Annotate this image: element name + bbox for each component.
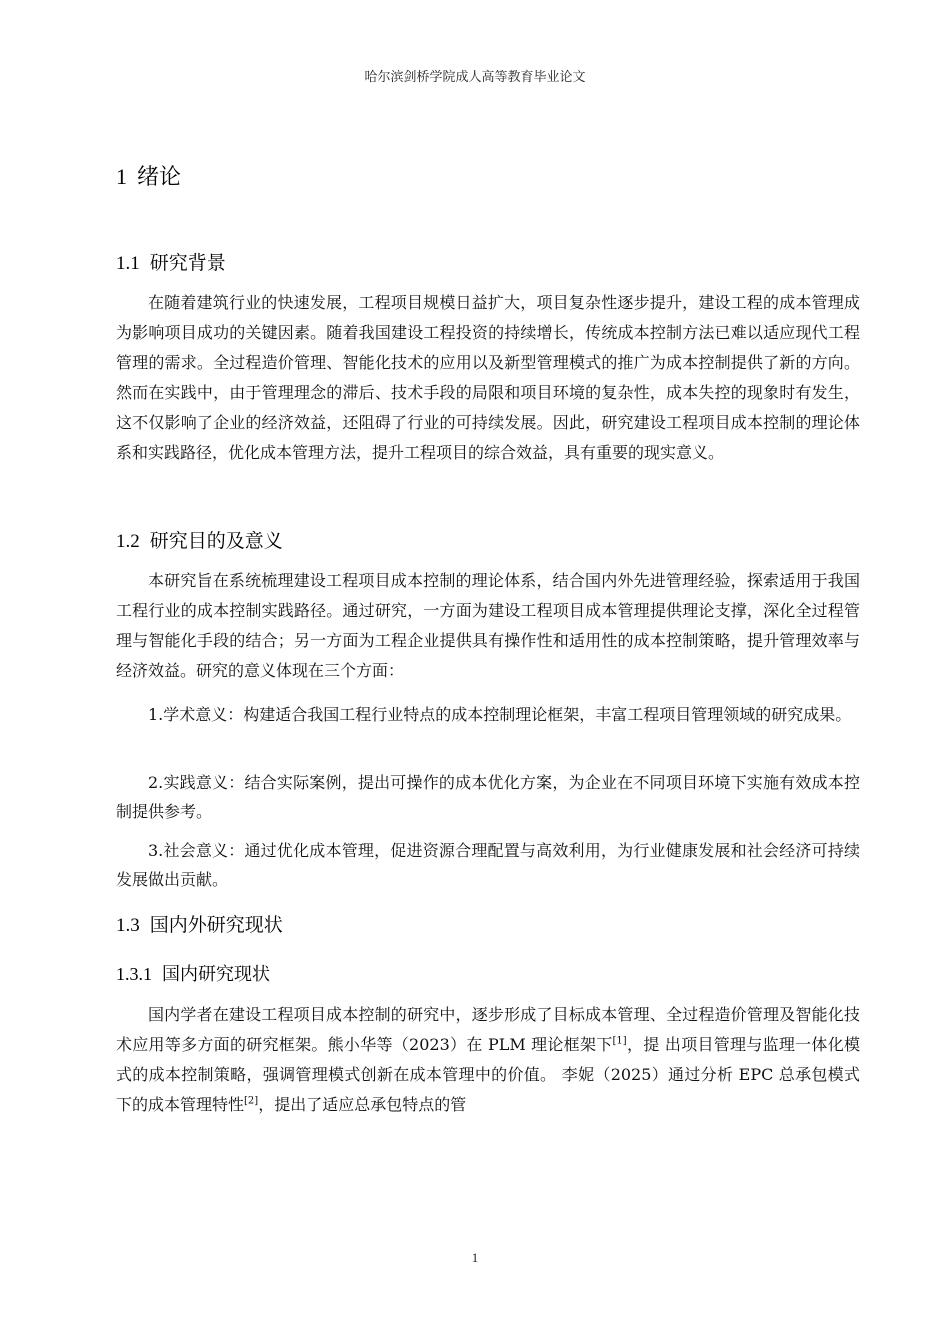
section-heading-1-3	[116, 910, 283, 937]
paragraph-text: ，提 出项目管理与监理一体化模式的成本控制策略，强调管理模式创新在成本管理中的价值。 李妮（2025）通过分析 EPC 总承包模式下的成本管理特性	[116, 1035, 860, 1114]
purpose-paragraph: 本研究旨在系统梳理建设工程项目成本控制的理论体系，结合国内外先进管理经验，探索适用于我国工程行业的成本控制实践路径。通过研究，一方面为建设工程项目成本管理提供理论支撑，深化全过程管理与智能化手段的结合；另一方面为工程企业提供具有操作性和适用性的成本控制策略，提升管理效率与经济效益。研究的意义体现在三个方面：	[116, 571, 860, 680]
chapter-number: 1	[116, 164, 127, 189]
citation-ref: [2]	[244, 1095, 259, 1107]
subsection-heading-1-3-1	[116, 960, 270, 986]
paragraph-text: ，提出了适应总承包特点的管	[258, 1095, 467, 1114]
subsection-number: 1.3.1	[116, 964, 152, 984]
significance-item-academic: 1.学术意义：构建适合我国工程行业特点的成本控制理论框架，丰富工程项目管理领域的研究成果。	[148, 705, 852, 724]
section-heading-1-2	[116, 526, 283, 553]
running-header: 哈尔滨剑桥学院成人高等教育毕业论文	[364, 70, 586, 85]
significance-item-social: 3.社会意义：通过优化成本管理，促进资源合理配置与高效利用，为行业健康发展和社会经济可持续发展做出贡献。	[116, 841, 860, 889]
section-heading-1-1	[116, 248, 226, 275]
section-title: 国内外研究现状	[149, 914, 283, 936]
section-title: 研究背景	[149, 252, 226, 274]
subsection-title: 国内研究现状	[162, 964, 270, 985]
domestic-research-paragraph	[116, 1000, 860, 1120]
chapter-title: 绪论	[137, 165, 182, 190]
paragraph-text: 国内学者在建设工程项目成本控制的研究中，逐步形成了目标成本管理、全过程造价管理及智能化技术应用等多方面的研究框架。熊小华等（2023）在 PLM 理论框架下	[116, 1005, 860, 1054]
background-paragraph: 在随着建筑行业的快速发展，工程项目规模日益扩大，项目复杂性逐步提升，建设工程的成本管理成为影响项目成功的关键因素。随着我国建设工程投资的持续增长，传统成本控制方法已难以适应现代工程管理的需求。全过程造价管理、智能化技术的应用以及新型管理模式的推广为成本控制提供了新的方向。然而在实践中，由于管理理念的滞后、技术手段的局限和项目环境的复杂性，成本失控的现象时有发生，这不仅影响了企业的经济效益，还阻碍了行业的可持续发展。因此，研究建设工程项目成本控制的理论体系和实践路径，优化成本管理方法，提升工程项目的综合效益，具有重要的现实意义。	[116, 293, 860, 462]
significance-item-practical: 2.实践意义：结合实际案例，提出可操作的成本优化方案，为企业在不同项目环境下实施有效成本控制提供参考。	[116, 773, 860, 821]
citation-ref: [1]	[612, 1035, 627, 1047]
section-number: 1.2	[116, 531, 140, 552]
section-title: 研究目的及意义	[149, 530, 283, 552]
section-number: 1.1	[116, 253, 140, 274]
chapter-heading	[116, 160, 181, 191]
section-number: 1.3	[116, 915, 140, 936]
page-number: 1	[471, 1250, 479, 1265]
